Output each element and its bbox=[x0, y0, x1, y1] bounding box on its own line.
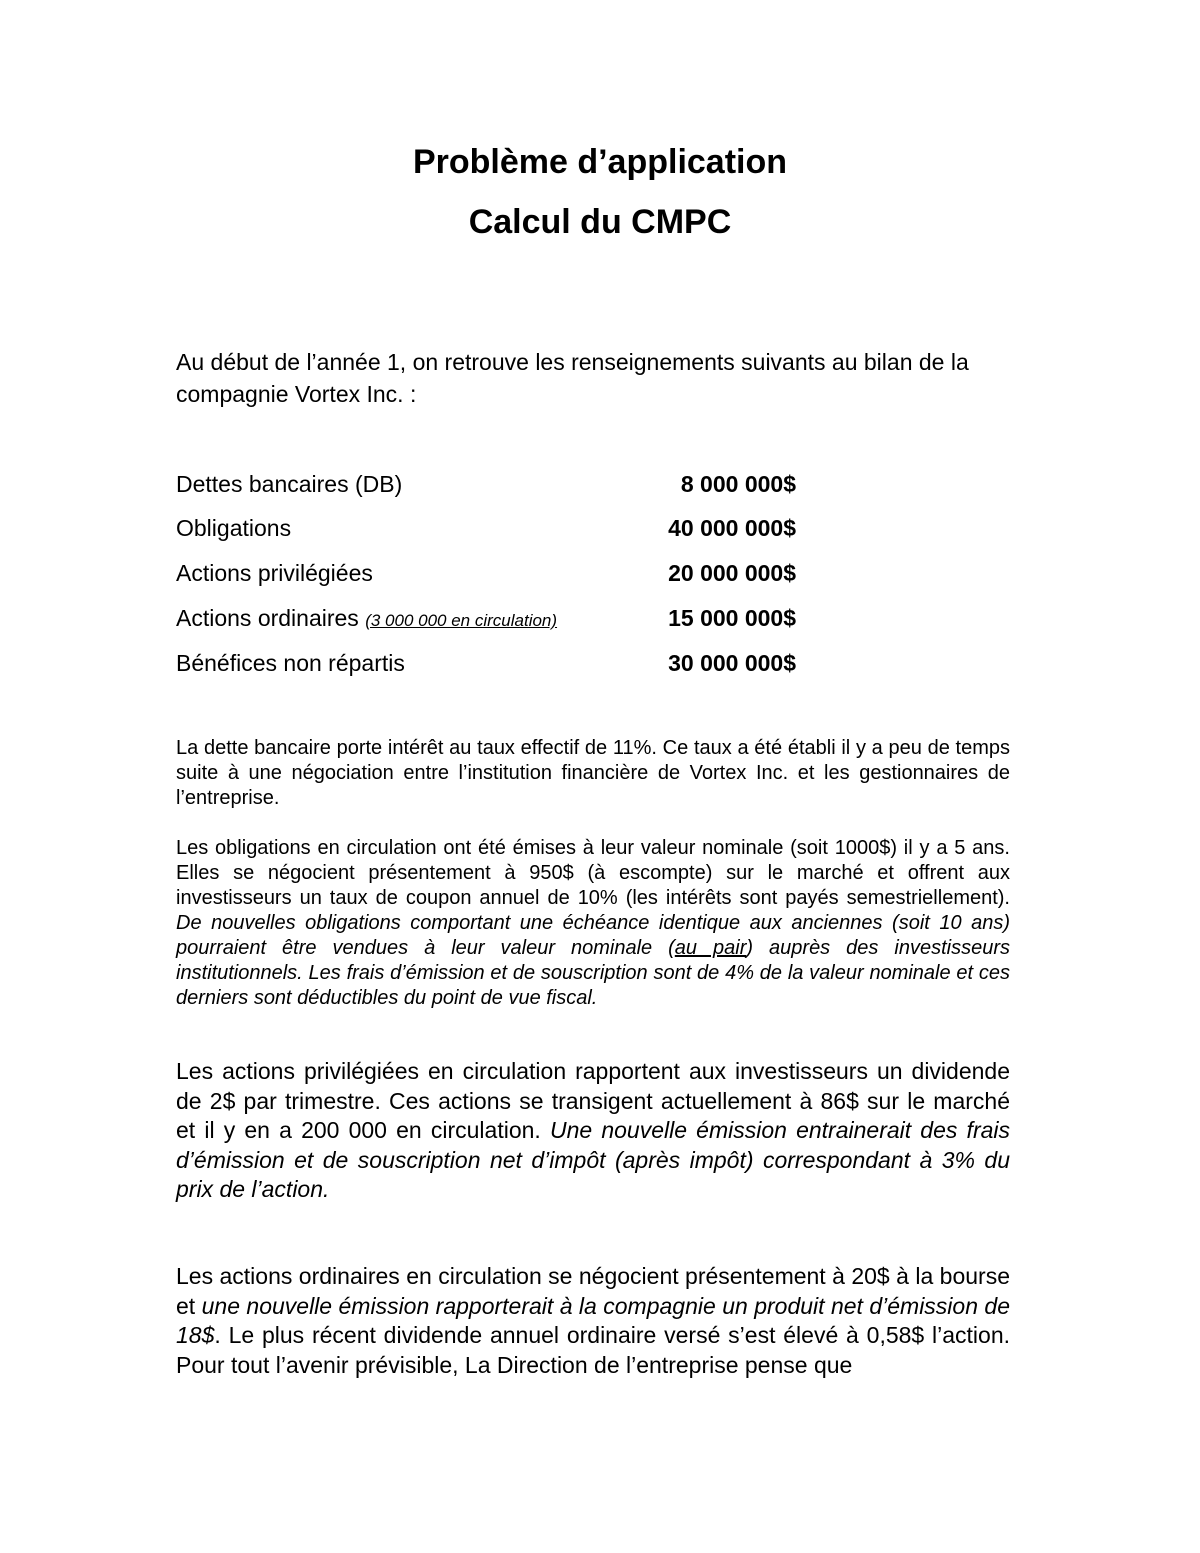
balance-value: 15 000 000$ bbox=[668, 605, 796, 631]
preferred-italic-text: Une nouvelle émission entrainerait des frais d’émission et de souscription net d’impôt (après impôt) correspondant à 3% du prix de l’action. bbox=[176, 1117, 1010, 1202]
balance-value: 40 000 000$ bbox=[668, 515, 796, 541]
balance-row-bonds bbox=[176, 512, 796, 544]
balance-label: Obligations bbox=[176, 515, 292, 541]
bonds-text: Les obligations en circulation ont été émises à leur valeur nominale (soit 1000$) il y a 5 ans. Elles se négocient présentement à 950$ (à escompte) sur le marché et offrent aux investisseurs un taux de coupon annuel de 10% (les intérêts sont payés semestriellement). bbox=[176, 837, 1010, 909]
balance-label: Dettes bancaires (DB) bbox=[176, 471, 403, 497]
balance-row-retained-earnings bbox=[176, 647, 796, 679]
balance-value: 20 000 000$ bbox=[668, 560, 796, 586]
paragraph-bank-debt: La dette bancaire porte intérêt au taux effectif de 11%. Ce taux a été établi il y a peu de temps suite à une négociation entre l’institution financière de Vortex Inc. et les gestionnaires de l’entreprise. bbox=[176, 737, 1010, 809]
bonds-underlined-term: au pair bbox=[674, 937, 747, 959]
document-title: Problème d’application bbox=[412, 143, 788, 181]
balance-row-common-shares bbox=[176, 602, 796, 634]
bonds-italic-text-a: De nouvelles obligations comportant une échéance identique aux anciennes (soit 10 ans) pourraient être vendues à leur valeur nominale ( bbox=[176, 912, 1010, 959]
balance-label-wrapper bbox=[176, 602, 557, 637]
balance-value: 8 000 000$ bbox=[680, 471, 796, 497]
common-text-a: Les actions ordinaires en circulation se négocient présentement à 20$ à la bourse et bbox=[176, 1263, 1010, 1319]
balance-label: Bénéfices non répartis bbox=[176, 650, 405, 676]
common-text-b: . Le plus récent dividende annuel ordinaire versé s’est élevé à 0,58$ l’action. Pour tout l’avenir prévisible, La Direction de l’entreprise pense que bbox=[176, 1322, 1010, 1378]
balance-value: 30 000 000$ bbox=[668, 650, 796, 676]
paragraph-common-shares bbox=[176, 1262, 1010, 1380]
paragraph-bonds bbox=[176, 836, 1010, 1011]
preferred-text: Les actions privilégiées en circulation rapportent aux investisseurs un dividende de 2$ par trimestre. Ces actions se transigent actuellement à 86$ sur le marché et il y en a 200 000 en circulation. bbox=[176, 1058, 1010, 1143]
common-italic-text: une nouvelle émission rapporterait à la compagnie un produit net d’émission de 18$ bbox=[176, 1292, 1010, 1348]
balance-label: Actions privilégiées bbox=[176, 560, 373, 586]
document-subtitle: Calcul du CMPC bbox=[468, 203, 732, 241]
intro-paragraph: Au début de l’année 1, on retrouve les renseignements suivants au bilan de la compagnie Vortex Inc. : bbox=[176, 349, 969, 407]
shares-outstanding-note: (3 000 000 en circulation) bbox=[365, 611, 558, 630]
bonds-italic-text-b: ) auprès des investisseurs institutionnels. Les frais d’émission et de souscription sont de 4% de la valeur nominale et ces derniers sont déductibles du point de vue fiscal. bbox=[176, 937, 1010, 1009]
paragraph-preferred-shares bbox=[176, 1057, 1010, 1205]
balance-row-preferred-shares bbox=[176, 557, 796, 589]
balance-label: Actions ordinaires bbox=[176, 605, 359, 631]
balance-row-bank-debt bbox=[176, 468, 796, 500]
